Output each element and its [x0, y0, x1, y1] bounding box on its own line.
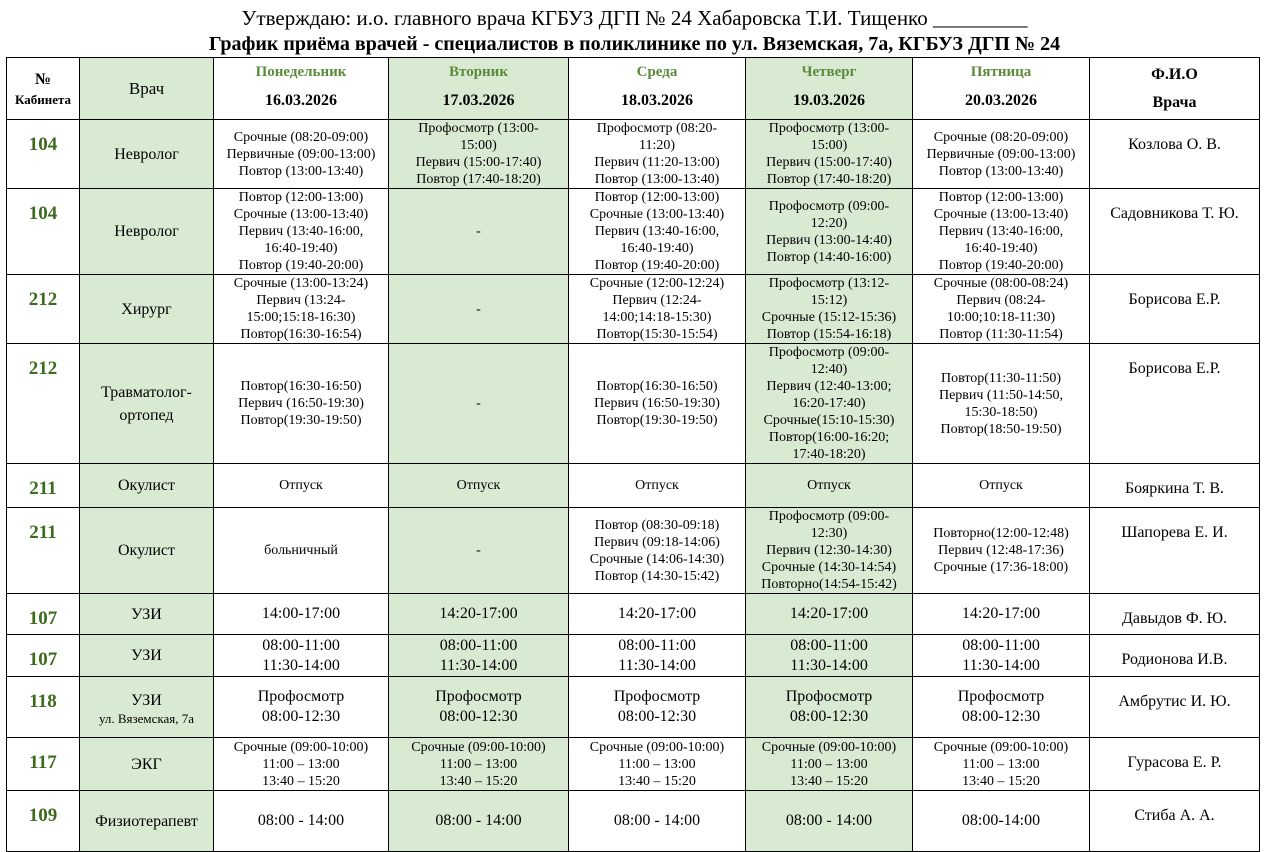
doctor-specialty-label: Физиотерапевт: [95, 812, 198, 830]
table-row: [7, 344, 1260, 464]
cabinet-number: 109: [7, 791, 80, 852]
schedule-cell-day-3: [569, 677, 746, 738]
schedule-cell-day-4: [746, 594, 913, 635]
schedule-cell-day-5: [913, 635, 1090, 677]
doctor-fio: Стиба А. А.: [1090, 791, 1260, 852]
schedule-cell-day-1: [214, 677, 389, 738]
schedule-text: Повторно(12:00-12:48) Первич (12:48-17:36) Срочные (17:36-18:00): [933, 526, 1069, 575]
schedule-cell-day-1: [214, 635, 389, 677]
schedule-cell-day-5: [913, 508, 1090, 594]
doctor-specialty: [80, 344, 214, 464]
schedule-cell-day-5: [913, 791, 1090, 852]
schedule-text: Отпуск: [979, 478, 1023, 493]
schedule-cell-day-3: [569, 189, 746, 275]
schedule-cell-day-4: [746, 344, 913, 464]
schedule-cell-day-5: [913, 464, 1090, 508]
schedule-text: Отпуск: [807, 478, 851, 493]
schedule-text: Профосмотр (09:00- 12:40) Первич (12:40-13:00; 16:20-17:40) Срочные(15:10-15:30) Повтор(16:00-16:20; 17:40-18:20): [763, 345, 895, 462]
schedule-cell-day-2: [389, 677, 569, 738]
schedule-text: Профосмотр 08:00-12:30: [957, 688, 1045, 725]
schedule-text: Повтор(16:30-16:50) Первич (16:50-19:30) Повтор(19:30-19:50): [238, 379, 364, 428]
schedule-text: 08:00 - 14:00: [435, 812, 522, 829]
doctor-fio: Давыдов Ф. Ю.: [1090, 594, 1260, 635]
table-row: [7, 275, 1260, 344]
schedule-text: Повтор (12:00-13:00) Срочные (13:00-13:40) Первич (13:40-16:00, 16:40-19:40) Повтор (19:40-20:00): [233, 190, 369, 273]
doctor-fio: Борисова Е.Р.: [1090, 344, 1260, 464]
schedule-text: Повтор (12:00-13:00) Срочные (13:00-13:40) Первич (13:40-16:00, 16:40-19:40) Повтор (19:40-20:00): [589, 190, 725, 273]
schedule-title: График приёма врачей - специалистов в поликлинике по ул. Вяземская, 7а, КГБУЗ ДГП № 24: [208, 33, 1061, 55]
schedule-text: Профосмотр 08:00-12:30: [785, 688, 873, 725]
schedule-cell-day-5: [913, 594, 1090, 635]
schedule-text: 08:00-11:00 11:30-14:00: [962, 636, 1040, 674]
schedule-cell-day-2: [389, 189, 569, 275]
doctor-fio: Козлова О. В.: [1090, 120, 1260, 189]
cabinet-number: 212: [7, 275, 80, 344]
schedule-text: Профосмотр 08:00-12:30: [257, 688, 345, 725]
schedule-text: Срочные (12:00-12:24) Первич (12:24- 14:00;14:18-15:30) Повтор(15:30-15:54): [589, 276, 725, 342]
schedule-cell-day-2: [389, 738, 569, 791]
schedule-text: Профосмотр (13:12- 15:12) Срочные (15:12-15:36) Повтор (15:54-16:18): [761, 276, 897, 342]
cabinet-number: 104: [7, 189, 80, 275]
doctor-address: ул. Вяземская, 7а: [98, 710, 195, 726]
cabinet-number: 211: [7, 464, 80, 508]
schedule-cell-day-5: [913, 344, 1090, 464]
doctor-specialty: [80, 189, 214, 275]
schedule-cell-day-2: [389, 464, 569, 508]
schedule-text: -: [476, 301, 481, 317]
schedule-cell-day-3: [569, 635, 746, 677]
doctor-fio: Борисова Е.Р.: [1090, 275, 1260, 344]
schedule-cell-day-4: [746, 189, 913, 275]
header-day-1: Понедельник 16.03.2026: [214, 58, 389, 120]
schedule-text: 08:00-11:00 11:30-14:00: [618, 636, 696, 674]
doctor-fio: Гурасова Е. Р.: [1090, 738, 1260, 791]
schedule-text: 14:20-17:00: [961, 605, 1041, 622]
doctor-fio: Садовникова Т. Ю.: [1090, 189, 1260, 275]
schedule-cell-day-1: [214, 275, 389, 344]
schedule-text: Отпуск: [635, 478, 679, 493]
schedule-cell-day-5: [913, 677, 1090, 738]
schedule-text: Отпуск: [279, 478, 323, 493]
table-row: [7, 635, 1260, 677]
table-row: [7, 791, 1260, 852]
doctor-fio: Амбрутис И. Ю.: [1090, 677, 1260, 738]
schedule-cell-day-1: [214, 594, 389, 635]
doctor-specialty-label: Окулист: [117, 542, 176, 559]
schedule-text: Повтор(16:30-16:50) Первич (16:50-19:30) Повтор(19:30-19:50): [594, 379, 720, 428]
doctor-fio: Шапорева Е. И.: [1090, 508, 1260, 594]
doctor-fio: Бояркина Т. В.: [1090, 464, 1260, 508]
schedule-cell-day-2: [389, 635, 569, 677]
schedule-text: 08:00-14:00: [961, 812, 1041, 829]
schedule-cell-day-1: [214, 738, 389, 791]
schedule-text: 08:00 - 14:00: [785, 812, 873, 829]
header-row: [7, 58, 1260, 120]
cabinet-number: 211: [7, 508, 80, 594]
schedule-cell-day-4: [746, 275, 913, 344]
schedule-text: Отпуск: [456, 478, 501, 493]
header-cabinet: № Кабинета: [7, 58, 80, 120]
header-day-5: Пятница 20.03.2026: [913, 58, 1090, 120]
schedule-text: Профосмотр (09:00- 12:30) Первич (12:30-14:30) Срочные (14:30-14:54) Повторно(14:54-15:42): [761, 509, 897, 592]
schedule-cell-day-3: [569, 738, 746, 791]
schedule-cell-day-1: [214, 508, 389, 594]
schedule-cell-day-3: [569, 464, 746, 508]
schedule-table: [6, 57, 1260, 852]
doctor-specialty: [80, 464, 214, 508]
doctor-specialty: [80, 791, 214, 852]
table-row: [7, 594, 1260, 635]
schedule-cell-day-3: [569, 791, 746, 852]
header-day-2: Вторник 17.03.2026: [389, 58, 569, 120]
doctor-specialty: [80, 635, 214, 677]
schedule-text: Срочные (09:00-10:00) 11:00 – 13:00 13:40 – 15:20: [761, 739, 897, 789]
schedule-cell-day-4: [746, 677, 913, 738]
schedule-text: Профосмотр 08:00-12:30: [613, 688, 701, 725]
header-doctor: Врач: [80, 58, 214, 120]
header-day-3: Среда 18.03.2026: [569, 58, 746, 120]
doctor-specialty-label: УЗИ: [131, 647, 162, 664]
schedule-cell-day-3: [569, 120, 746, 189]
approval-line: Утверждаю: и.о. главного врача КГБУЗ ДГП № 24 Хабаровска Т.И. Тищенко _________: [241, 6, 1028, 30]
schedule-text: Срочные (09:00-10:00) 11:00 – 13:00 13:40 – 15:20: [933, 739, 1069, 789]
schedule-cell-day-4: [746, 120, 913, 189]
schedule-text: -: [476, 543, 481, 558]
table-row: [7, 464, 1260, 508]
table-row: [7, 189, 1260, 275]
schedule-cell-day-2: [389, 275, 569, 344]
schedule-cell-day-1: [214, 189, 389, 275]
schedule-text: Повтор(11:30-11:50) Первич (11:50-14:50, 15:30-18:50) Повтор(18:50-19:50): [938, 370, 1064, 437]
doctor-specialty-label: ЭКГ: [131, 755, 162, 773]
doctor-specialty: [80, 594, 214, 635]
cabinet-number: 107: [7, 635, 80, 677]
doctor-specialty: [80, 120, 214, 189]
schedule-text: Профосмотр (13:00- 15:00) Первич (15:00-17:40) Повтор (17:40-18:20): [415, 121, 542, 187]
doctor-specialty-label: Окулист: [117, 477, 176, 494]
schedule-text: Профосмотр 08:00-12:30: [435, 688, 522, 725]
schedule-cell-day-1: [214, 791, 389, 852]
doctor-specialty: [80, 677, 214, 738]
schedule-cell-day-3: [569, 275, 746, 344]
doctor-specialty-label: Невролог: [114, 223, 179, 240]
schedule-text: Профосмотр (08:20- 11:20) Первич (11:20-13:00) Повтор (13:00-13:40): [594, 121, 720, 187]
doctor-specialty-label: УЗИ: [131, 691, 162, 709]
schedule-text: 08:00-11:00 11:30-14:00: [439, 636, 518, 674]
schedule-text: 14:20-17:00: [439, 605, 518, 622]
schedule-cell-day-5: [913, 189, 1090, 275]
schedule-cell-day-4: [746, 738, 913, 791]
schedule-cell-day-3: [569, 344, 746, 464]
schedule-text: больничный: [264, 543, 338, 558]
header-day-4: Четверг 19.03.2026: [746, 58, 913, 120]
schedule-text: 14:20-17:00: [617, 605, 697, 622]
schedule-cell-day-2: [389, 594, 569, 635]
doctor-specialty: [80, 508, 214, 594]
schedule-cell-day-5: [913, 120, 1090, 189]
schedule-text: Профосмотр (13:00- 15:00) Первич (15:00-17:40) Повтор (17:40-18:20): [766, 121, 892, 187]
schedule-cell-day-5: [913, 275, 1090, 344]
schedule-text: Срочные (09:00-10:00) 11:00 – 13:00 13:40 – 15:20: [233, 739, 369, 789]
schedule-cell-day-1: [214, 464, 389, 508]
schedule-cell-day-4: [746, 464, 913, 508]
schedule-text: 08:00-11:00 11:30-14:00: [262, 636, 340, 674]
table-row: [7, 677, 1260, 738]
cabinet-number: 104: [7, 120, 80, 189]
doctor-specialty-label: УЗИ: [131, 605, 162, 623]
header-fio: Ф.И.О Врача: [1090, 58, 1260, 120]
table-row: [7, 120, 1260, 189]
schedule-text: Срочные (08:20-09:00) Первичные (09:00-13:00) Повтор (13:00-13:40): [926, 129, 1076, 179]
schedule-text: Срочные (09:00-10:00) 11:00 – 13:00 13:40 – 15:20: [411, 739, 546, 789]
schedule-cell-day-4: [746, 791, 913, 852]
schedule-cell-day-1: [214, 120, 389, 189]
doctor-specialty: [80, 275, 214, 344]
schedule-text: Срочные (13:00-13:24) Первич (13:24- 15:00;15:18-16:30) Повтор(16:30-16:54): [233, 276, 369, 342]
cabinet-number: 212: [7, 344, 80, 464]
doctor-fio: Родионова И.В.: [1090, 635, 1260, 677]
doctor-specialty-label: Хирург: [121, 300, 172, 318]
schedule-text: 08:00-11:00 11:30-14:00: [790, 636, 868, 674]
schedule-cell-day-4: [746, 635, 913, 677]
schedule-cell-day-4: [746, 508, 913, 594]
schedule-cell-day-2: [389, 791, 569, 852]
schedule-text: Срочные (09:00-10:00) 11:00 – 13:00 13:40 – 15:20: [589, 739, 725, 789]
schedule-cell-day-5: [913, 738, 1090, 791]
schedule-text: Повтор (08:30-09:18) Первич (09:18-14:06) Срочные (14:06-14:30) Повтор (14:30-15:42): [589, 517, 725, 584]
cabinet-number: 118: [7, 677, 80, 738]
schedule-cell-day-1: [214, 344, 389, 464]
schedule-cell-day-2: [389, 344, 569, 464]
doctor-specialty-label: Травматолог- ортопед: [101, 383, 192, 424]
schedule-text: 14:00-17:00: [261, 605, 341, 622]
schedule-text: 14:20-17:00: [789, 605, 869, 622]
schedule-cell-day-2: [389, 120, 569, 189]
schedule-cell-day-3: [569, 594, 746, 635]
schedule-text: 08:00 - 14:00: [613, 812, 701, 829]
schedule-cell-day-2: [389, 508, 569, 594]
schedule-text: -: [476, 224, 481, 239]
table-row: [7, 738, 1260, 791]
schedule-text: Профосмотр (09:00- 12:20) Первич (13:00-14:40) Повтор (14:40-16:00): [766, 198, 892, 265]
schedule-text: 08:00 - 14:00: [257, 812, 345, 829]
schedule-text: Срочные (08:00-08:24) Первич (08:24- 10:00;10:18-11:30) Повтор (11:30-11:54): [933, 276, 1069, 342]
table-row: [7, 508, 1260, 594]
doctor-specialty-label: Невролог: [114, 145, 179, 163]
schedule-cell-day-3: [569, 508, 746, 594]
schedule-text: Повтор (12:00-13:00) Срочные (13:00-13:40) Первич (13:40-16:00, 16:40-19:40) Повтор (19:40-20:00): [933, 190, 1069, 273]
cabinet-number: 107: [7, 594, 80, 635]
cabinet-number: 117: [7, 738, 80, 791]
schedule-text: Срочные (08:20-09:00) Первичные (09:00-13:00) Повтор (13:00-13:40): [226, 129, 376, 179]
doctor-specialty: [80, 738, 214, 791]
schedule-text: -: [476, 396, 481, 411]
